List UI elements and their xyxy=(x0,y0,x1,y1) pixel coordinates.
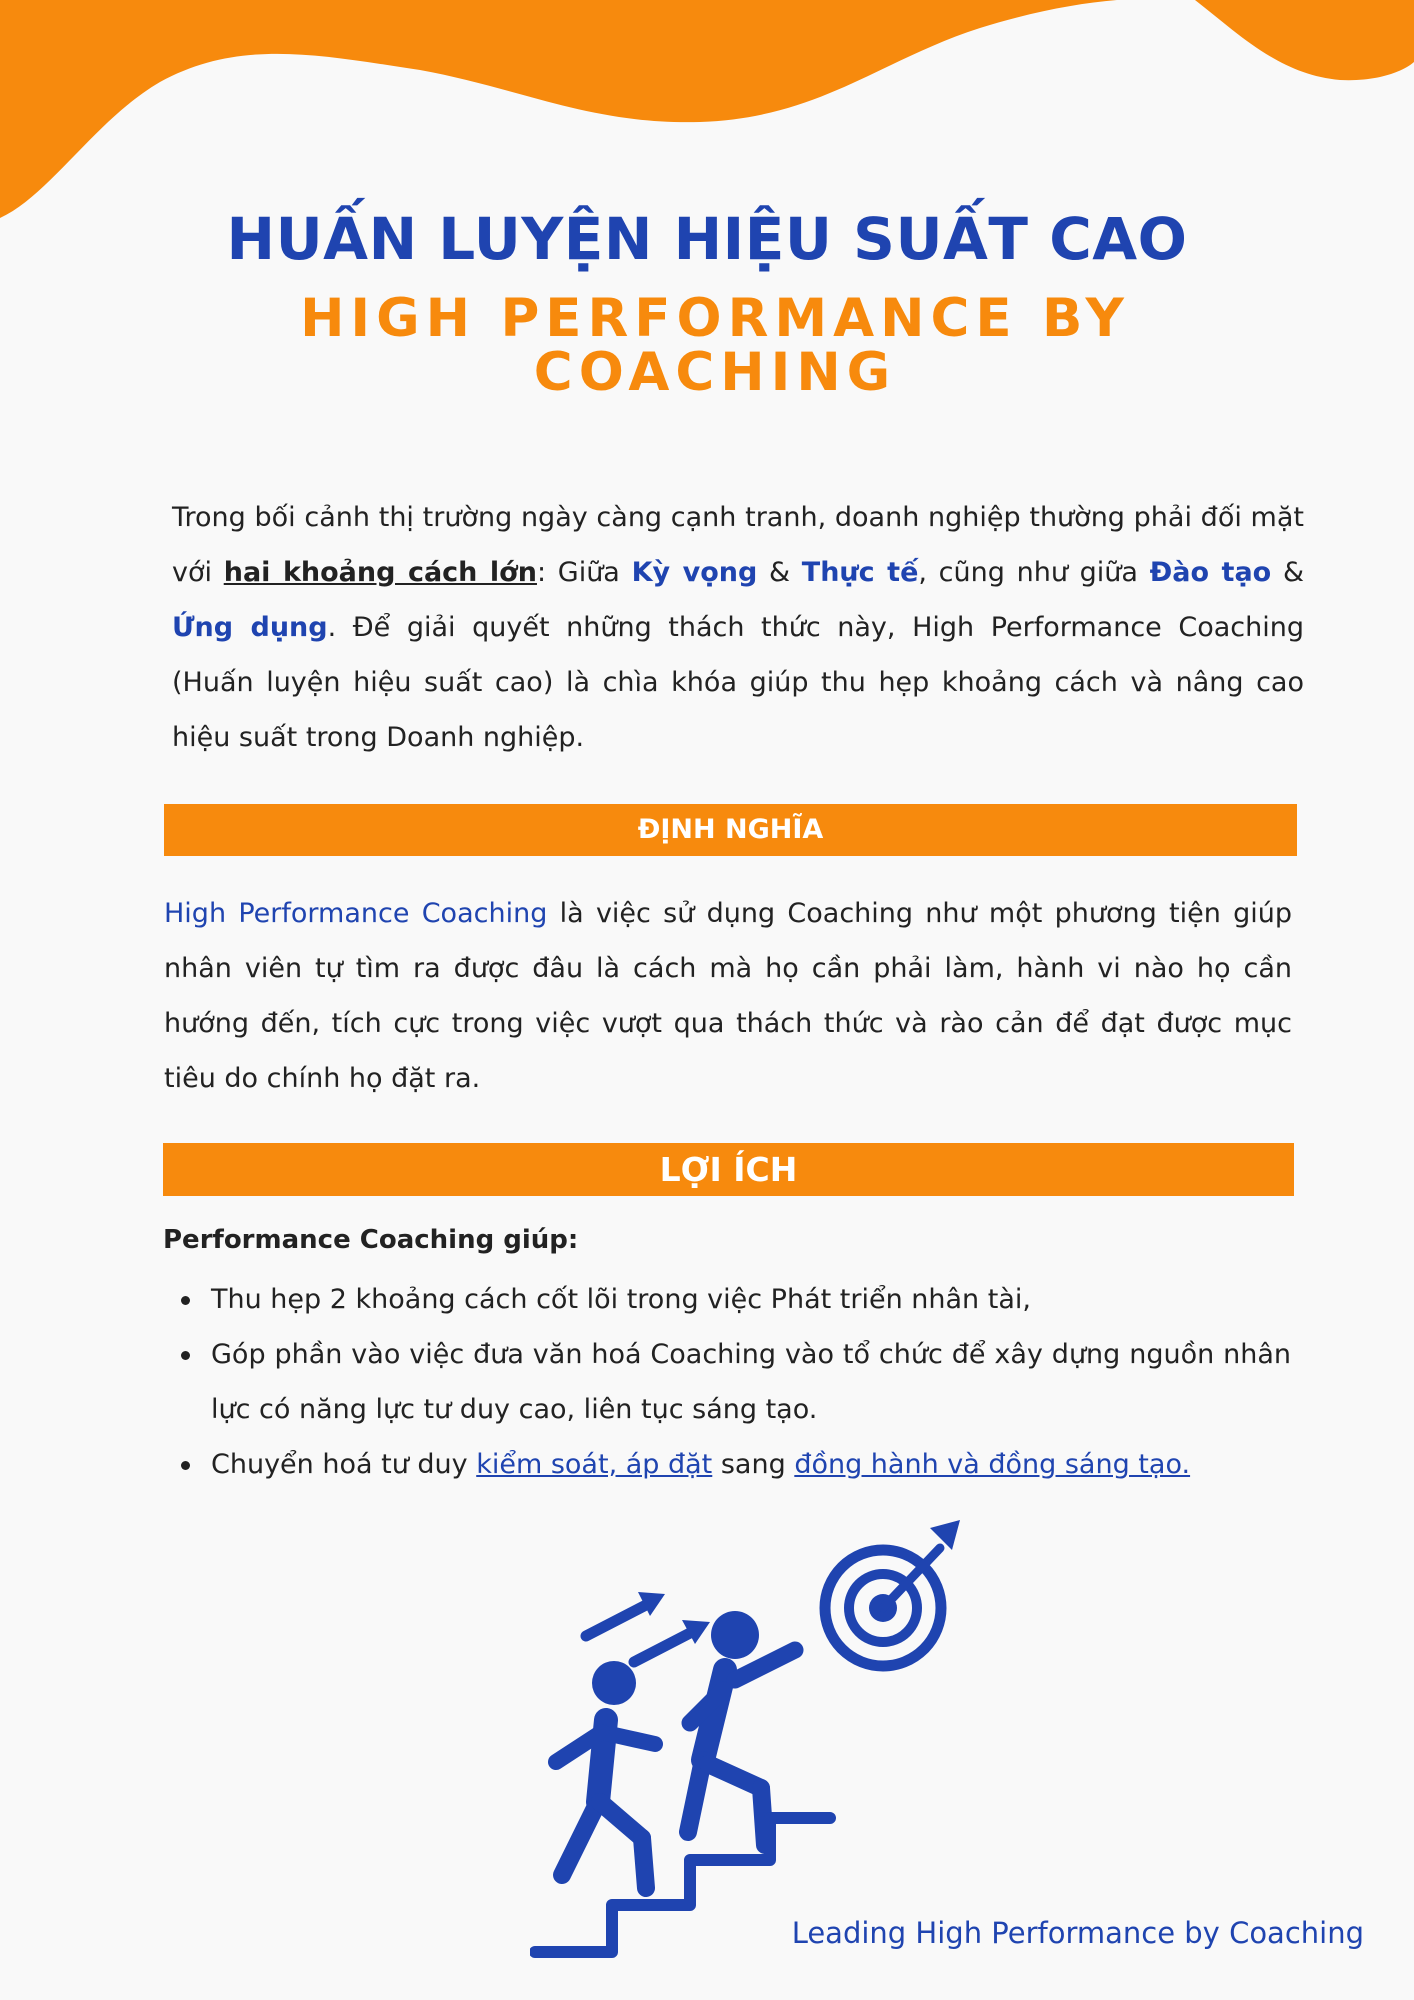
ampersand: & xyxy=(757,557,802,588)
ampersand: & xyxy=(1271,557,1304,588)
benefits-header: LỢI ÍCH xyxy=(163,1143,1294,1196)
definition-paragraph xyxy=(164,886,1292,1106)
footer-tagline: Leading High Performance by Coaching xyxy=(791,1916,1364,1950)
page-title: HUẤN LUYỆN HIỆU SUẤT CAO xyxy=(226,205,1188,273)
benefits-list xyxy=(163,1272,1291,1492)
intro-text: : Giữa xyxy=(536,557,632,588)
page-subtitle: HIGH PERFORMANCE BY COACHING xyxy=(300,288,1130,403)
people-climbing-stairs-to-target-icon xyxy=(530,1520,980,1970)
cocreation-link[interactable]: đồng hành và đồng sáng tạo. xyxy=(794,1449,1191,1480)
item-text: sang xyxy=(712,1449,795,1480)
list-item: Góp phần vào việc đưa văn hoá Coaching vào tổ chức để xây dựng nguồn nhân lực có năng lực tư duy cao, liên tục sáng tạo. xyxy=(163,1327,1291,1437)
reality-term: Thực tế xyxy=(801,557,919,588)
expectation-term: Kỳ vọng xyxy=(631,557,758,588)
definition-term: High Performance Coaching xyxy=(164,898,548,929)
benefits-lead: Performance Coaching giúp: xyxy=(163,1225,579,1255)
control-impose-link[interactable]: kiểm soát, áp đặt xyxy=(476,1449,713,1480)
intro-text: Trong bối cảnh thị trường ngày càng cạnh tranh, doanh nghiệp thường phải đối mặt với xyxy=(172,502,1304,588)
definition-text: là việc sử dụng Coaching như một phương tiện giúp nhân viên tự tìm ra được đâu là cách mà họ cần phải làm, hành vi nào họ cần hướng đến, tích cực trong việc vượt qua thách thức và rào cản để đạt được mục tiêu do chính họ đặt ra. xyxy=(164,898,1292,1094)
application-term: Ứng dụng xyxy=(172,612,328,643)
intro-text: . Để giải quyết những thách thức này, High Performance Coaching (Huấn luyện hiệu suất cao) là chìa khóa giúp thu hẹp khoảng cách và nâng cao hiệu suất trong Doanh nghiệp. xyxy=(172,612,1304,753)
list-item xyxy=(163,1437,1291,1492)
training-term: Đào tạo xyxy=(1149,557,1272,588)
list-item: Thu hẹp 2 khoảng cách cốt lõi trong việc Phát triển nhân tài, xyxy=(163,1272,1291,1327)
intro-text: , cũng như giữa xyxy=(918,557,1150,588)
two-gaps-phrase: hai khoảng cách lớn xyxy=(223,557,537,588)
orange-wave-decoration xyxy=(0,0,1414,230)
intro-paragraph xyxy=(172,490,1304,765)
item-text: Chuyển hoá tư duy xyxy=(211,1449,477,1480)
definition-header: ĐỊNH NGHĨA xyxy=(164,804,1297,856)
